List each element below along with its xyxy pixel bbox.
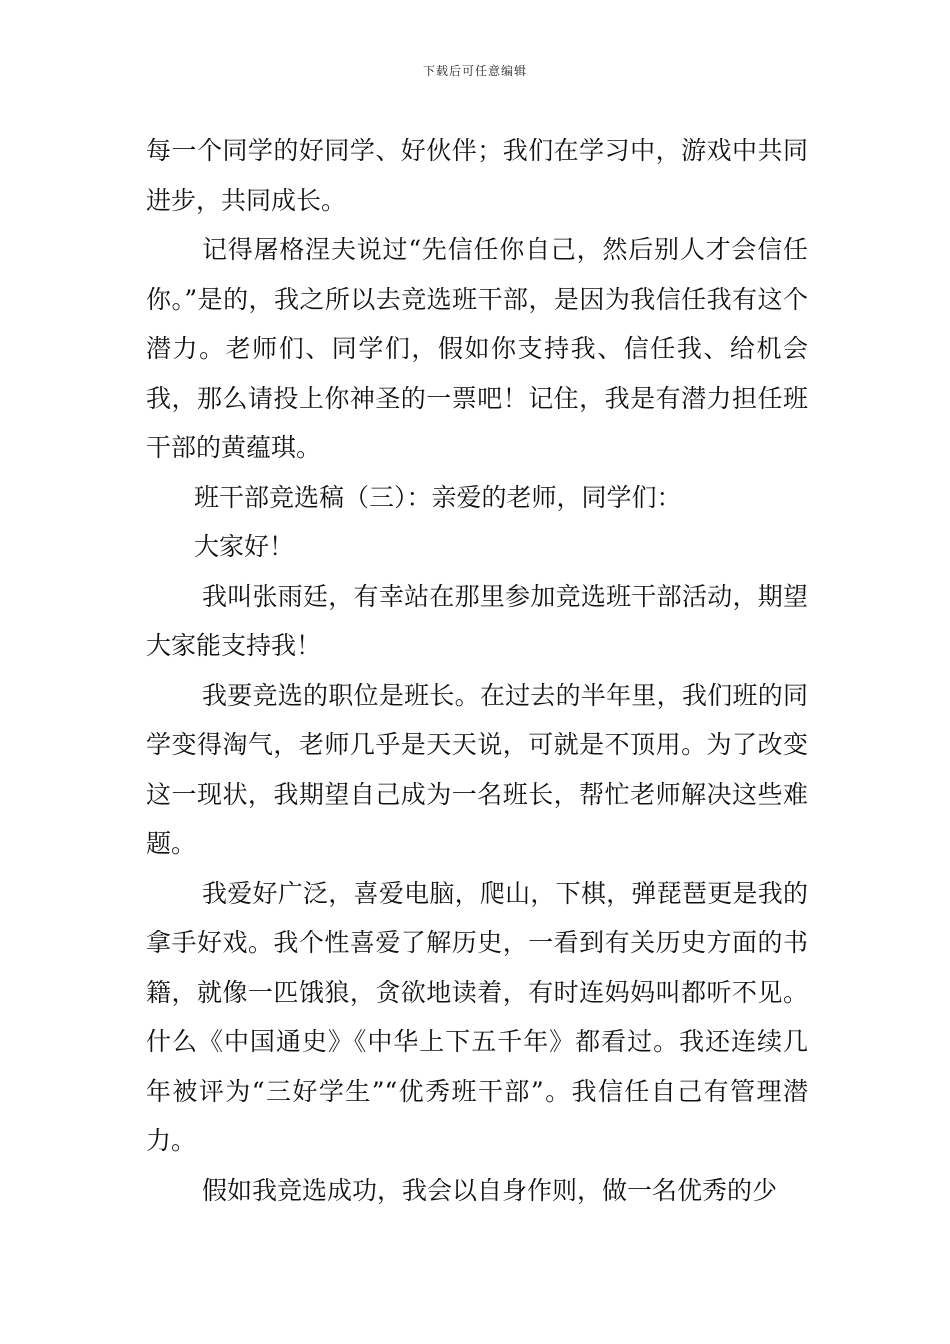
paragraph-4: 大家好！ [194, 532, 295, 561]
paragraph-2: 记得屠格涅夫说过“先信任你自己，然后别人才会信任你。”是的，我之所以去竞选班干部，是因为我信任我有这个潜力。老师们、同学们，假如你支持我、信任我、给机会我，那么请投上你神圣的一票吧！记住，我是有潜力担任班干部的黄蕴琪。 [146, 235, 808, 462]
paragraph-1: 每一个同学的好同学、好伙伴；我们在学习中，游戏中共同进步，共同成长。 [146, 136, 808, 215]
paragraph-3: 班干部竞选稿（三）：亲爱的老师，同学们： [194, 482, 682, 512]
paragraph-8: 假如我竞选成功，我会以自身作则，做一名优秀的少 [202, 1175, 778, 1205]
paragraph-6: 我要竞选的职位是班长。在过去的半年里，我们班的同学变得淘气，老师几乎是天天说，可就是不顶用。为了改变这一现状，我期望自己成为一名班长，帮忙老师解决这些难题。 [146, 680, 808, 858]
document-body [146, 126, 808, 1215]
page-header: 下载后可任意编辑 [422, 64, 527, 78]
paragraph-5: 我叫张雨廷，有幸站在那里参加竞选班干部活动，期望大家能支持我！ [146, 581, 808, 660]
paragraph-7: 我爱好广泛，喜爱电脑，爬山，下棋，弹琵琶更是我的拿手好戏。我个性喜爱了解历史，一看到有关历史方面的书籍，就像一匹饿狼，贪欲地读着，有时连妈妈叫都听不见。什么《中国通史》《中华上下五千年》都看过。我还连续几年被评为“三好学生”“优秀班干部”。我信任自己有管理潜力。 [146, 878, 808, 1155]
